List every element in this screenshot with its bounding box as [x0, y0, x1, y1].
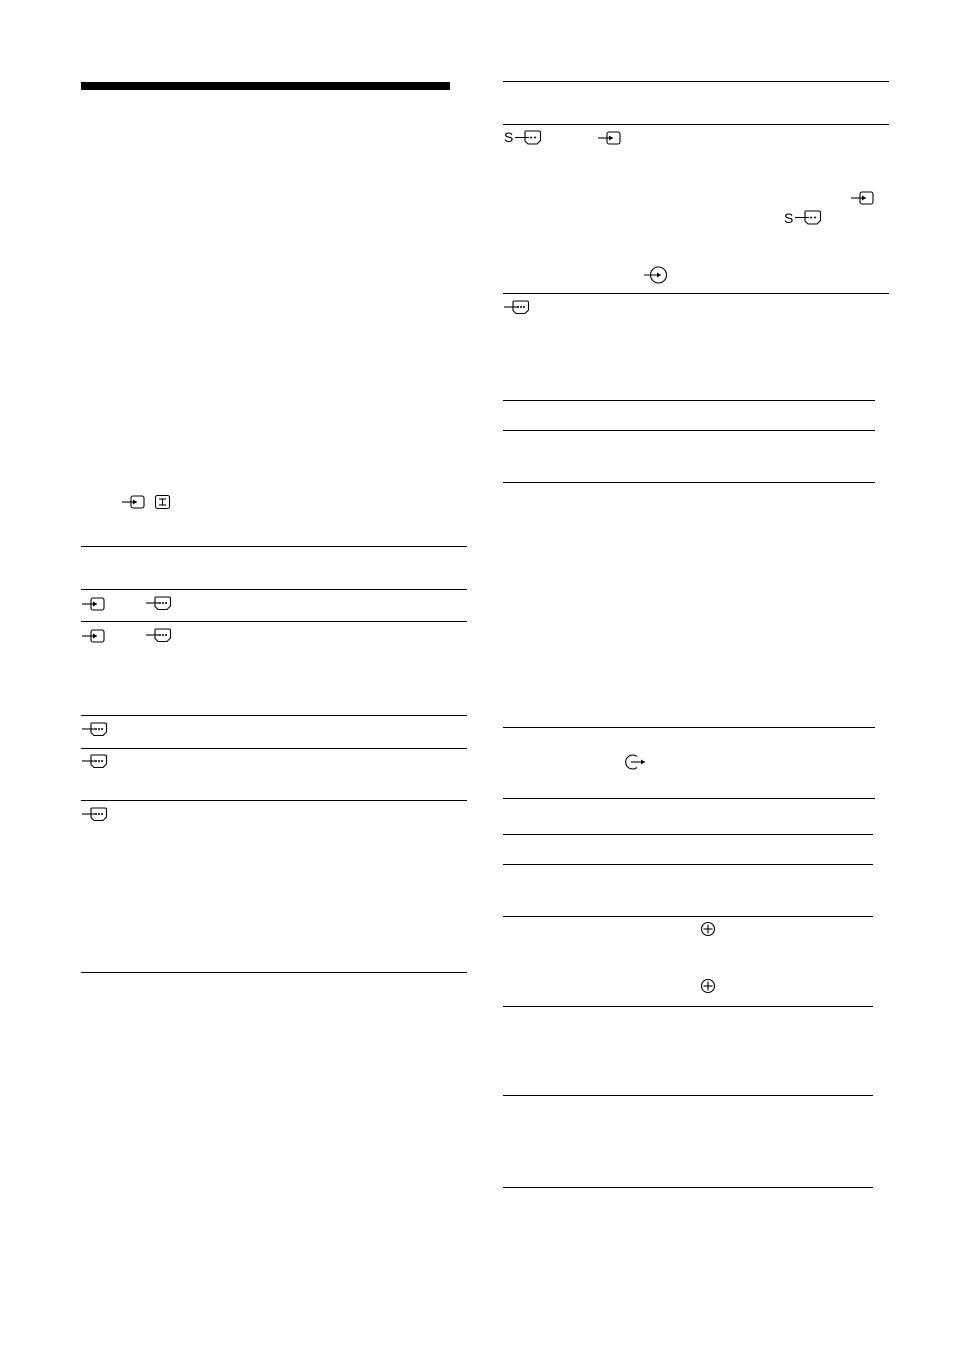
teletext-icon — [154, 494, 171, 510]
table-rule — [503, 81, 889, 82]
table-rule — [503, 482, 875, 483]
table-rule — [503, 727, 875, 728]
section-heading-bar — [81, 82, 450, 90]
s-video-input-icon — [514, 129, 542, 146]
table-rule — [503, 400, 875, 401]
table-rule — [81, 589, 467, 590]
scart-input-icon — [81, 721, 108, 737]
table-rule — [503, 293, 889, 294]
table-rule — [503, 124, 889, 125]
table-rule — [81, 800, 467, 801]
input-arrow-icon — [81, 628, 107, 644]
table-rule — [81, 748, 467, 749]
input-arrow-icon — [121, 494, 147, 510]
input-circle-icon — [643, 265, 669, 285]
crosshair-icon — [700, 978, 716, 994]
scart-input-icon — [81, 806, 108, 822]
scart-input-icon — [503, 299, 530, 315]
table-rule — [81, 972, 467, 973]
scart-input-icon — [81, 753, 108, 769]
table-rule — [81, 715, 467, 716]
crosshair-icon — [700, 921, 716, 937]
s-video-prefix: S — [784, 210, 794, 226]
table-rule — [503, 1187, 873, 1188]
input-arrow-icon — [81, 596, 107, 612]
table-rule — [81, 621, 467, 622]
input-arrow-icon — [597, 130, 623, 146]
table-rule — [503, 834, 873, 835]
output-icon — [619, 752, 647, 772]
input-arrow-icon — [850, 190, 876, 206]
table-rule — [503, 430, 875, 431]
table-rule — [503, 864, 873, 865]
table-rule — [503, 916, 873, 917]
table-rule — [503, 1006, 873, 1007]
scart-input-icon — [145, 595, 172, 611]
s-video-prefix: S — [504, 129, 514, 145]
table-rule — [503, 798, 875, 799]
s-video-input-icon — [794, 209, 822, 226]
scart-input-icon — [145, 627, 172, 643]
table-rule — [503, 1095, 873, 1096]
table-rule — [81, 546, 467, 547]
